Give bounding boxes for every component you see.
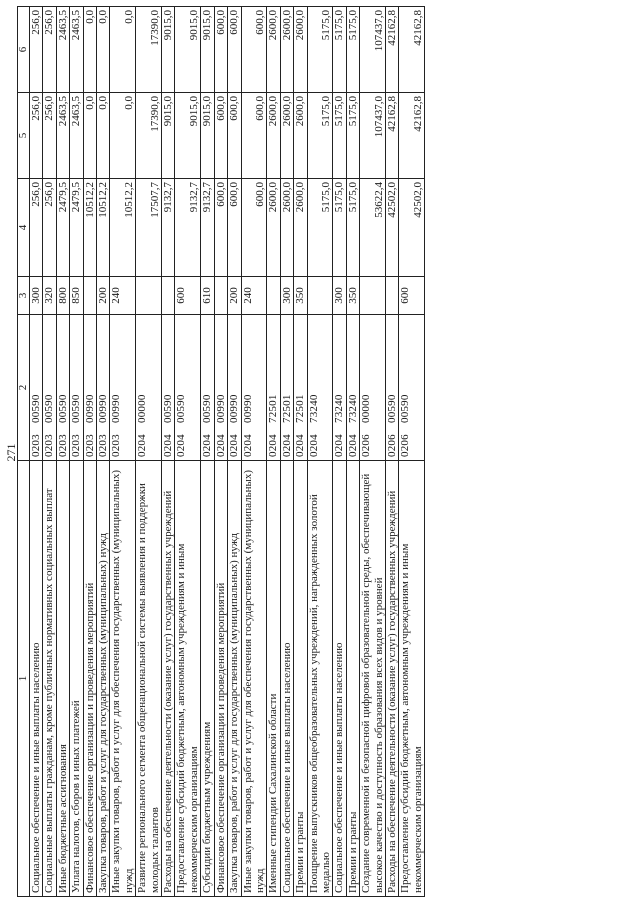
row-code [83, 315, 96, 461]
target-code: 00590 [56, 394, 69, 423]
row-code [110, 315, 136, 461]
row-name: Субсидии бюджетным учреждениям [201, 461, 214, 897]
section-code: 0204 [346, 434, 359, 457]
row-code [228, 315, 241, 461]
row-name: Социальное обеспечение и иные выплаты населению [30, 461, 43, 897]
row-code [241, 315, 267, 461]
row-code [333, 315, 346, 461]
row-name: Социальное обеспечение и иные выплаты населению [333, 461, 346, 897]
row-type: 800 [56, 277, 69, 315]
row-name: Иные бюджетные ассигнования [56, 461, 69, 897]
row-code [280, 315, 293, 461]
row-type: 240 [110, 277, 136, 315]
column-header: 6 [18, 7, 30, 93]
row-type [267, 277, 280, 315]
column-header: 5 [18, 93, 30, 179]
row-value-2021: 17390,0 [136, 7, 162, 93]
row-value-2020: 2463,5 [70, 93, 83, 179]
row-value-2020: 2463,5 [56, 93, 69, 179]
row-value-2019: 600,0 [241, 179, 267, 277]
row-name: Финансовое обеспечение организации и проведения мероприятий [214, 461, 227, 897]
row-type [360, 277, 386, 315]
row-value-2020: 5175,0 [307, 93, 333, 179]
target-code: 00990 [97, 394, 110, 423]
target-code: 72501 [294, 394, 307, 423]
section-code: 0203 [30, 434, 42, 457]
row-type: 300 [30, 277, 43, 315]
row-code [43, 315, 56, 461]
row-value-2019: 9132,7 [175, 179, 201, 277]
row-value-2020: 0,0 [110, 93, 136, 179]
row-code [385, 315, 398, 461]
row-value-2020: 42162,8 [385, 93, 398, 179]
section-code: 0204 [280, 434, 293, 457]
row-value-2019: 42502,0 [385, 179, 398, 277]
row-value-2020: 9015,0 [162, 93, 175, 179]
row-value-2021: 256,0 [43, 7, 56, 93]
row-code [399, 315, 425, 461]
row-type: 240 [241, 277, 267, 315]
row-value-2020: 42162,8 [399, 93, 425, 179]
row-type: 610 [201, 277, 214, 315]
target-code: 00590 [385, 394, 398, 423]
column-header: 3 [18, 277, 30, 315]
row-name: Премии и гранты [294, 461, 307, 897]
row-name: Расходы на обеспечение деятельности (оказание услуг) государственных учреждений [385, 461, 398, 897]
row-value-2020: 9015,0 [201, 93, 214, 179]
target-code: 00000 [136, 394, 149, 423]
row-value-2019: 5175,0 [333, 179, 346, 277]
row-value-2020: 0,0 [97, 93, 110, 179]
row-value-2019: 256,0 [30, 179, 43, 277]
target-code: 73240 [333, 394, 346, 423]
row-value-2021: 600,0 [214, 7, 227, 93]
row-value-2020: 9015,0 [175, 93, 201, 179]
row-code [30, 315, 43, 461]
row-name: Создание современной и безопасной цифровой образовательной среды, обеспечивающей высокое качество и доступность образования всех видов и уровней [360, 461, 386, 897]
row-value-2021: 5175,0 [333, 7, 346, 93]
row-name: Именные стипендии Сахалинской области [267, 461, 280, 897]
row-code [56, 315, 69, 461]
row-value-2021: 42162,8 [399, 7, 425, 93]
row-type [162, 277, 175, 315]
row-name: Расходы на обеспечение деятельности (оказание услуг) государственных учреждений [162, 461, 175, 897]
row-value-2021: 256,0 [30, 7, 43, 93]
section-code: 0204 [228, 434, 241, 457]
row-code [97, 315, 110, 461]
row-type: 300 [333, 277, 346, 315]
section-code: 0203 [83, 434, 96, 457]
row-value-2020: 600,0 [228, 93, 241, 179]
row-value-2019: 2479,5 [56, 179, 69, 277]
row-type: 600 [399, 277, 425, 315]
row-value-2019: 2600,0 [294, 179, 307, 277]
row-value-2019: 2479,5 [70, 179, 83, 277]
row-code [360, 315, 386, 461]
row-value-2020: 600,0 [214, 93, 227, 179]
row-value-2020: 256,0 [43, 93, 56, 179]
section-code: 0204 [267, 434, 280, 457]
table-row [56, 7, 69, 897]
table-row [333, 7, 346, 897]
row-value-2021: 107437,0 [360, 7, 386, 93]
section-code: 0204 [175, 434, 188, 457]
row-name: Иные закупки товаров, работ и услуг для обеспечения государственных (муниципальных) нужд [110, 461, 136, 897]
section-code: 0204 [162, 434, 175, 457]
row-type [214, 277, 227, 315]
table-row [385, 7, 398, 897]
row-value-2020: 2600,0 [294, 93, 307, 179]
target-code: 00990 [214, 394, 227, 423]
target-code: 73240 [346, 394, 359, 423]
row-name: Предоставление субсидий бюджетным, автономным учреждениям и иным некоммерческим организациям [399, 461, 425, 897]
column-header: 4 [18, 179, 30, 277]
row-name: Закупка товаров, работ и услуг для государственных (муниципальных) нужд [97, 461, 110, 897]
row-value-2020: 17390,0 [136, 93, 162, 179]
row-type: 600 [175, 277, 201, 315]
section-code: 0204 [307, 434, 320, 457]
row-value-2021: 2600,0 [294, 7, 307, 93]
section-code: 0206 [385, 434, 398, 457]
row-value-2020: 2600,0 [267, 93, 280, 179]
row-value-2021: 5175,0 [307, 7, 333, 93]
row-code [267, 315, 280, 461]
row-value-2020: 107437,0 [360, 93, 386, 179]
row-type: 320 [43, 277, 56, 315]
row-value-2019: 42502,0 [399, 179, 425, 277]
table-row [97, 7, 110, 897]
row-type [385, 277, 398, 315]
section-code: 0203 [43, 434, 56, 457]
row-code [70, 315, 83, 461]
table-row [201, 7, 214, 897]
row-value-2019: 5175,0 [307, 179, 333, 277]
table-row [162, 7, 175, 897]
target-code: 72501 [267, 394, 280, 423]
target-code: 00990 [228, 394, 241, 423]
section-code: 0203 [110, 434, 123, 457]
table-row [228, 7, 241, 897]
row-value-2021: 42162,8 [385, 7, 398, 93]
row-type: 850 [70, 277, 83, 315]
row-name: Закупка товаров, работ и услуг для государственных (муниципальных) нужд [228, 461, 241, 897]
section-code: 0204 [214, 434, 227, 457]
table-row [241, 7, 267, 897]
row-code [214, 315, 227, 461]
table-row [294, 7, 307, 897]
row-value-2020: 2600,0 [280, 93, 293, 179]
row-value-2019: 5175,0 [346, 179, 359, 277]
target-code: 72501 [280, 394, 293, 423]
row-type: 350 [346, 277, 359, 315]
section-code: 0204 [136, 434, 149, 457]
page-number: 271 [4, 443, 18, 462]
row-type [136, 277, 162, 315]
row-name: Иные закупки товаров, работ и услуг для обеспечения государственных (муниципальных) нужд [241, 461, 267, 897]
row-value-2019: 17507,7 [136, 179, 162, 277]
row-name: Социальные выплаты гражданам, кроме публичных нормативных социальных выплат [43, 461, 56, 897]
row-value-2021: 9015,0 [201, 7, 214, 93]
row-name: Предоставление субсидий бюджетным, автономным учреждениям и иным некоммерческим организациям [175, 461, 201, 897]
table-row [399, 7, 425, 897]
target-code: 00990 [110, 394, 123, 423]
table-row [136, 7, 162, 897]
row-name: Финансовое обеспечение организации и проведения мероприятий [83, 461, 96, 897]
table-row [307, 7, 333, 897]
row-value-2021: 0,0 [97, 7, 110, 93]
row-type: 350 [294, 277, 307, 315]
section-code: 0204 [294, 434, 307, 457]
row-value-2020: 600,0 [241, 93, 267, 179]
row-value-2021: 2463,5 [56, 7, 69, 93]
table-row [214, 7, 227, 897]
row-value-2019: 10512,2 [110, 179, 136, 277]
section-code: 0204 [333, 434, 346, 457]
row-value-2021: 2600,0 [267, 7, 280, 93]
row-value-2019: 2600,0 [267, 179, 280, 277]
target-code: 00590 [30, 394, 42, 423]
target-code: 00990 [83, 394, 96, 423]
row-value-2019: 9132,7 [201, 179, 214, 277]
row-value-2019: 600,0 [228, 179, 241, 277]
row-code [346, 315, 359, 461]
row-value-2019: 2600,0 [280, 179, 293, 277]
section-code: 0203 [97, 434, 110, 457]
row-code [136, 315, 162, 461]
table-row [267, 7, 280, 897]
target-code: 00590 [70, 394, 83, 423]
row-name: Поощрение выпускников общеобразовательных учреждений, награжденных золотой медалью [307, 461, 333, 897]
row-code [307, 315, 333, 461]
row-code [201, 315, 214, 461]
row-value-2019: 600,0 [214, 179, 227, 277]
section-code: 0203 [56, 434, 69, 457]
section-code: 0206 [399, 434, 412, 457]
target-code: 00590 [175, 394, 188, 423]
row-value-2020: 256,0 [30, 93, 43, 179]
budget-table [17, 6, 425, 897]
target-code: 00590 [162, 394, 175, 423]
row-value-2019: 9132,7 [162, 179, 175, 277]
column-header: 2 [18, 315, 30, 461]
target-code: 00590 [399, 394, 412, 423]
row-value-2021: 5175,0 [346, 7, 359, 93]
row-name: Социальное обеспечение и иные выплаты населению [280, 461, 293, 897]
target-code: 00990 [241, 394, 254, 423]
header-row [18, 7, 30, 897]
table-row [280, 7, 293, 897]
target-code: 00590 [201, 394, 214, 423]
row-value-2021: 2463,5 [70, 7, 83, 93]
row-value-2019: 10512,2 [83, 179, 96, 277]
row-value-2020: 5175,0 [346, 93, 359, 179]
target-code: 00590 [43, 394, 56, 423]
row-value-2020: 0,0 [83, 93, 96, 179]
row-value-2021: 9015,0 [162, 7, 175, 93]
column-header: 1 [18, 461, 30, 897]
table-row [175, 7, 201, 897]
row-value-2021: 600,0 [228, 7, 241, 93]
table-row [110, 7, 136, 897]
row-value-2020: 5175,0 [333, 93, 346, 179]
row-value-2019: 53622,4 [360, 179, 386, 277]
row-code [175, 315, 201, 461]
row-name: Развитие регионального сегмента общенациональной системы выявления и поддержки молодых талантов [136, 461, 162, 897]
table-row [360, 7, 386, 897]
row-value-2021: 0,0 [83, 7, 96, 93]
row-value-2019: 256,0 [43, 179, 56, 277]
table-row [43, 7, 56, 897]
row-code [294, 315, 307, 461]
table-row [83, 7, 96, 897]
row-name: Премии и гранты [346, 461, 359, 897]
row-value-2021: 0,0 [110, 7, 136, 93]
row-value-2021: 9015,0 [175, 7, 201, 93]
target-code: 73240 [307, 394, 320, 423]
row-type: 200 [228, 277, 241, 315]
row-value-2019: 10512,2 [97, 179, 110, 277]
row-type: 200 [97, 277, 110, 315]
table-row [30, 7, 43, 897]
target-code: 00000 [360, 394, 373, 423]
table-row [346, 7, 359, 897]
section-code: 0206 [360, 434, 373, 457]
section-code: 0204 [241, 434, 254, 457]
table-row [70, 7, 83, 897]
row-value-2021: 600,0 [241, 7, 267, 93]
row-value-2021: 2600,0 [280, 7, 293, 93]
row-type [83, 277, 96, 315]
row-type: 300 [280, 277, 293, 315]
row-name: Уплата налогов, сборов и иных платежей [70, 461, 83, 897]
row-code [162, 315, 175, 461]
section-code: 0204 [201, 434, 214, 457]
section-code: 0203 [70, 434, 83, 457]
row-type [307, 277, 333, 315]
